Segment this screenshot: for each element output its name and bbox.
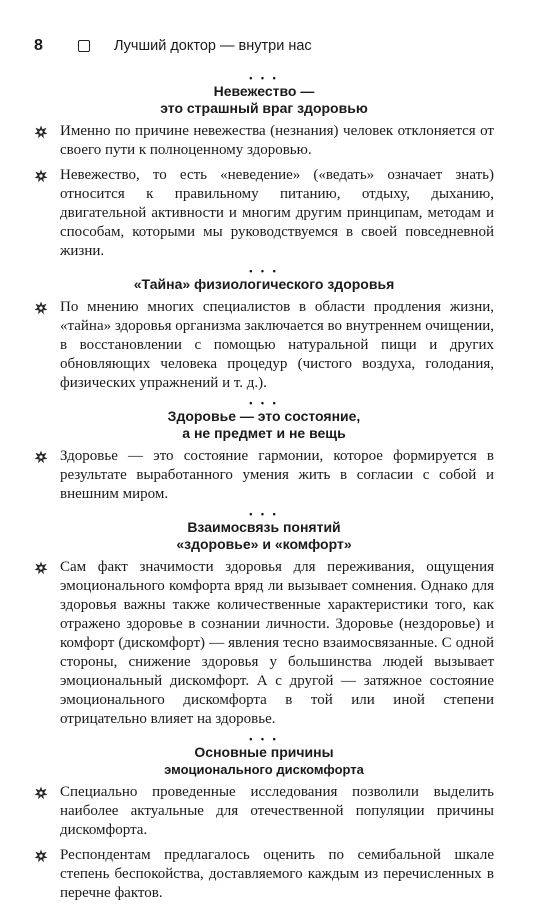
- flower-bullet-icon: [34, 561, 48, 575]
- section-divider: • • •: [249, 398, 279, 408]
- section-heading-line1: «Тайна» физиологического здоровья: [133, 276, 395, 292]
- list-item: [34, 166, 494, 261]
- section-heading: [34, 519, 494, 553]
- flower-bullet-icon: [34, 786, 48, 800]
- page-content: [34, 72, 494, 909]
- section: [34, 267, 494, 393]
- section-heading: [34, 276, 494, 293]
- list-item-text: Именно по причине невежества (незнания) человек отклоняется от своего пути к полноценному здоровью.: [60, 123, 494, 158]
- section-heading-line2: «здоровье» и «комфорт»: [176, 536, 352, 552]
- list-item: [34, 558, 494, 729]
- section-heading-line1: Основные причины: [194, 744, 334, 760]
- flower-bullet-icon: [34, 125, 48, 139]
- section-heading: [34, 744, 494, 778]
- section-divider: • • •: [249, 509, 279, 519]
- flower-bullet-icon: [34, 450, 48, 464]
- section-heading: [34, 83, 494, 117]
- list-item: [34, 122, 494, 160]
- section-heading-line2: это страшный враг здоровью: [160, 100, 368, 116]
- section: [34, 399, 494, 504]
- flower-bullet-icon: [34, 849, 48, 863]
- list-item: [34, 846, 494, 903]
- page-number: 8: [34, 37, 43, 54]
- section-heading-line2: эмоционального дискомфорта: [164, 762, 364, 777]
- list-item: [34, 783, 494, 840]
- list-item-text: По мнению многих специалистов в области продления жизни, «тайна» здоровья организма заключается во внутреннем очищении, в восстановлении с помощью натуральной пищи и других обновляющих человека процедур (чистого воздуха, голодания, физических упражнений и т. д.).: [60, 299, 494, 391]
- list-item-text: Респондентам предлагалось оценить по семибальной шкале степень беспокойства, доставляемого каждым из перечисленных в перечне фактов.: [60, 847, 494, 901]
- section: [34, 74, 494, 261]
- section-divider: • • •: [249, 266, 279, 276]
- section-divider: • • •: [249, 73, 279, 83]
- section-heading-line2: а не предмет и не вещь: [182, 425, 346, 441]
- section-heading-line1: Невежество —: [213, 83, 315, 99]
- list-item-text: Сам факт значимости здоровья для переживания, ощущения эмоционального комфорта вряд ли вызывает сомнения. Однако для здоровья важны также количественные характеристики того, как отражено здоровье в сознании личности. Здоровье (нездоровье) и комфорт (дискомфорт) — явления тесно взаимосвязанные. С одной стороны, снижение здоровья у большинства людей вызывает эмоциональный дискомфорт. А с другой — затяжное состояние эмоционального дискомфорта в той или иной степени отрицательно влияет на здоровье.: [60, 559, 494, 727]
- running-header: [34, 37, 494, 59]
- square-icon: [78, 40, 90, 52]
- list-item-text: Невежество, то есть «неведение» («ведать» означает знать) относится к правильному питанию, отдыху, дыханию, двигательной активности и многим другим принципам, методам и способам, которыми мы руководствуемся в своей повседневной жизни.: [60, 167, 494, 259]
- flower-bullet-icon: [34, 301, 48, 315]
- flower-bullet-icon: [34, 169, 48, 183]
- section-heading: [34, 408, 494, 442]
- list-item-text: Специально проведенные исследования позволили выделить наиболее актуальные для отечественной популяции причины дискомфорта.: [60, 784, 494, 838]
- section-divider: • • •: [249, 734, 279, 744]
- list-item: [34, 298, 494, 393]
- running-title: Лучший доктор — внутри нас: [114, 38, 312, 54]
- section: [34, 735, 494, 903]
- section-heading-line1: Здоровье — это состояние,: [167, 408, 361, 424]
- section-heading-line1: Взаимосвязь понятий: [187, 519, 341, 535]
- list-item: [34, 447, 494, 504]
- list-item-text: Здоровье — это состояние гармонии, которое формируется в результате выработанного умения жить в согласии с собой и внешним миром.: [60, 448, 494, 502]
- section: [34, 510, 494, 729]
